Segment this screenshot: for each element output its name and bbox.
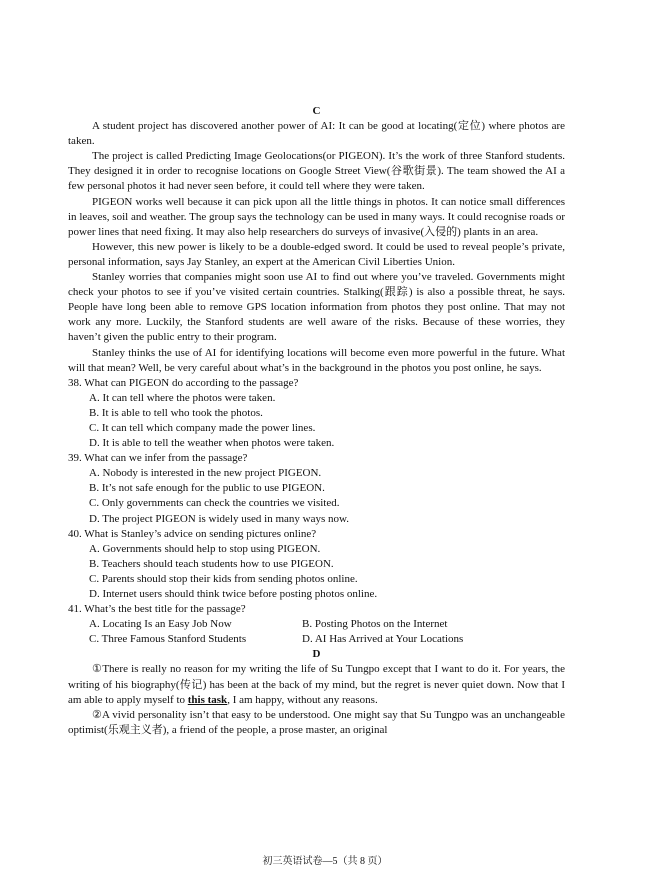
- answer-option: A. It can tell where the photos were taken.: [89, 391, 276, 404]
- section-c-label: C: [312, 105, 321, 117]
- passage-d-paragraph: [68, 662, 565, 707]
- answer-option: D. It is able to tell the weather when photos were taken.: [89, 437, 335, 450]
- answer-option: C. Three Famous Stanford Students: [89, 633, 247, 646]
- page-footer: 初三英语试卷—5（共 8 页）: [262, 856, 388, 867]
- question-39: [68, 451, 565, 526]
- passage-c-paragraph: The project is called Predicting Image Geolocations(or PIGEON). It’s the work of three Stanford students. They designed it in order to recognise locations on Google Street View(谷歌街景). The team showed the AI a few personal photos it had never seen before, it could tell where they were taken.: [68, 150, 565, 193]
- passage-c-paragraph: Stanley thinks the use of AI for identifying locations will become even more powerful in the future. What will that mean? Well, be very careful about what’s in the background in the photos you post online, he says.: [68, 346, 565, 374]
- answer-option: A. Nobody is interested in the new project PIGEON.: [89, 467, 322, 480]
- answer-option: C. It can tell which company made the power lines.: [89, 421, 316, 434]
- answer-option: D. Internet users should think twice before posting photos online.: [89, 588, 378, 600]
- answer-option: B. It’s not safe enough for the public to use PIGEON.: [89, 482, 325, 495]
- underlined-keyword: this task: [187, 693, 228, 706]
- answer-option: A. Governments should help to stop using PIGEON.: [89, 542, 321, 555]
- options-row: [68, 632, 565, 647]
- paragraph-text: , I am happy, without any reasons.: [227, 693, 378, 706]
- question-38: [68, 376, 565, 451]
- answer-option: B. Posting Photos on the Internet: [302, 618, 448, 631]
- answer-option: B. It is able to tell who took the photos.: [89, 406, 263, 419]
- passage-c-paragraph: A student project has discovered another power of AI: It can be good at locating(定位) where photos are taken.: [68, 120, 565, 148]
- question-stem: 40. What is Stanley’s advice on sending pictures online?: [68, 527, 317, 540]
- answer-option: A. Locating Is an Easy Job Now: [89, 618, 232, 631]
- question-stem: 39. What can we infer from the passage?: [68, 452, 248, 465]
- answer-option: C. Only governments can check the countries we visited.: [89, 497, 340, 510]
- passage-c-paragraph: Stanley worries that companies might soon use AI to find out where you’ve traveled. Governments might check your photos to see if you’ve visited certain countries. Stalking(跟踪) is also a possible threat, he says. People have long been able to remove GPS location information from photos they post online. That may not work any more. Luckily, the Stanford students are well aware of the risks. Because of these worries, they haven’t given the public entry to their program.: [68, 271, 565, 344]
- answer-option: D. AI Has Arrived at Your Locations: [302, 633, 464, 646]
- options-row: [68, 617, 565, 632]
- section-d-label: D: [312, 648, 321, 661]
- passage-c-paragraph: However, this new power is likely to be a double-edged sword. It could be used to reveal people’s private, personal information, says Jay Stanley, an expert at the American Civil Liberties Union.: [68, 240, 565, 268]
- question-stem: 38. What can PIGEON do according to the passage?: [68, 376, 299, 389]
- question-stem: 41. What’s the best title for the passage?: [68, 603, 246, 616]
- paragraph-text: ①There is really no reason for my writing the life of Su Tungpo except that I want to do it. For years, the writing of his biography(传记) has been at the back of my mind, but the regret is never quiet down. Now that I am able to apply myself to: [68, 663, 565, 706]
- passage-content: [68, 104, 565, 738]
- passage-c-paragraph: PIGEON works well because it can pick upon all the little things in photos. It can notice small differences in leaves, soil and weather. The group says the technology can be used in many ways. It could recognise roads or power lines that need fixing. It may also help researchers do surveys of invasive(入侵的) plants in an area.: [68, 195, 565, 238]
- question-40: [68, 527, 565, 602]
- passage-d-paragraph: ②A vivid personality isn’t that easy to be understood. One might say that Su Tungpo was an unchangeable optimist(乐观主义者), a friend of the people, a prose master, an original: [68, 708, 565, 736]
- answer-option: B. Teachers should teach students how to use PIGEON.: [89, 557, 334, 570]
- question-41: [68, 602, 565, 647]
- answer-option: C. Parents should stop their kids from sending photos online.: [89, 572, 358, 585]
- answer-option: D. The project PIGEON is widely used in many ways now.: [89, 512, 349, 525]
